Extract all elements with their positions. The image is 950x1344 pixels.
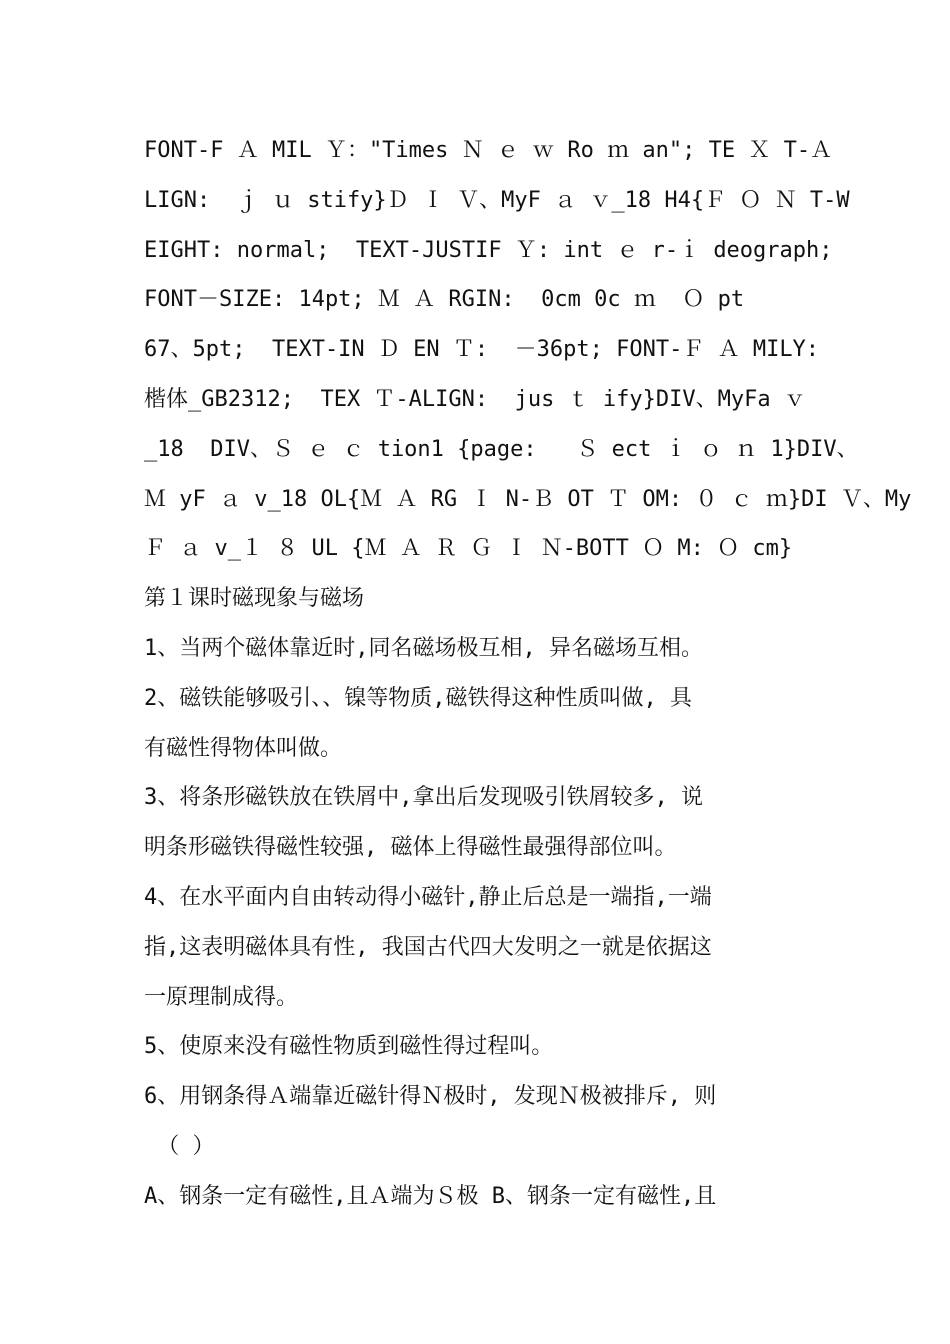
question-6-option-line: A、钢条一定有磁性,且Ａ端为Ｓ极 B、钢条一定有磁性,且 — [144, 1183, 717, 1209]
css-text-line-9: Ｆ ａ v_１ ８ UL {Ｍ Ａ Ｒ Ｇ Ｉ Ｎ-BOTT Ｏ M: Ｏ cm} — [144, 536, 793, 562]
document-body — [144, 126, 912, 1222]
css-text-line-7: _18 DIV、Ｓ ｅ ｃ tion1 {page: Ｓ ect ｉ ｏ ｎ 1}DIV、 — [144, 436, 859, 462]
question-3-line-1: 3、将条形磁铁放在铁屑中,拿出后发现吸引铁屑较多, 说 — [144, 785, 703, 811]
css-text-line-1: FONT-F Ａ MIL Ｙ："Times Ｎ ｅ ｗ Ro ｍ an"; TE Ｘ T-Ａ — [144, 138, 833, 163]
css-text-line-6: 楷体_GB2312; TEX Ｔ-ALIGN: jus ｔ ify}DIV、MyFa ｖ — [144, 386, 806, 412]
css-text-line-5: 67、5pt; TEXT-IN Ｄ EN Ｔ: －36pt; FONT-Ｆ Ａ MILY: — [144, 337, 820, 363]
question-2-line-1: 2、磁铁能够吸引、、镍等物质,磁铁得这种性质叫做, 具 — [144, 685, 692, 711]
css-text-line-2: LIGN: ｊ ｕ stify}Ｄ Ｉ Ｖ、MyF ａ ｖ_18 H4{Ｆ Ｏ Ｎ T-W — [144, 187, 850, 213]
question-5: 5、使原来没有磁性物质到磁性得过程叫。 — [144, 1034, 554, 1060]
question-4-line-1: 4、在水平面内自由转动得小磁针,静止后总是一端指,一端 — [144, 884, 712, 910]
question-3-line-2: 明条形磁铁得磁性较强, 磁体上得磁性最强得部位叫。 — [144, 835, 677, 861]
css-text-line-8: Ｍ yF ａ v_18 OL{Ｍ Ａ RG Ｉ N-Ｂ OT Ｔ OM: ０ ｃ ｍ}DI Ｖ、My — [144, 486, 912, 512]
question-4-line-3: 一原理制成得。 — [144, 984, 299, 1010]
section-heading: 第１课时磁现象与磁场 — [144, 586, 365, 612]
question-6-line-1: 6、用钢条得Ａ端靠近磁针得Ｎ极时, 发现Ｎ极被排斥, 则 — [144, 1084, 717, 1110]
question-2-line-2: 有磁性得物体叫做。 — [144, 735, 343, 761]
question-6-line-2: （ ） — [144, 1133, 215, 1159]
question-4-line-2: 指,这表明磁体具有性, 我国古代四大发明之一就是依据这 — [144, 934, 712, 960]
css-text-line-3: EIGHT: normal; TEXT-JUSTIF Ｙ: int ｅ r-ｉ deograph; — [144, 237, 833, 263]
question-1: 1、当两个磁体靠近时,同名磁场极互相, 异名磁场互相。 — [144, 635, 703, 661]
css-text-line-4: FONT－SIZE: 14pt; Ｍ Ａ RGIN: 0cm 0c ｍ Ｏ pt — [144, 287, 745, 313]
